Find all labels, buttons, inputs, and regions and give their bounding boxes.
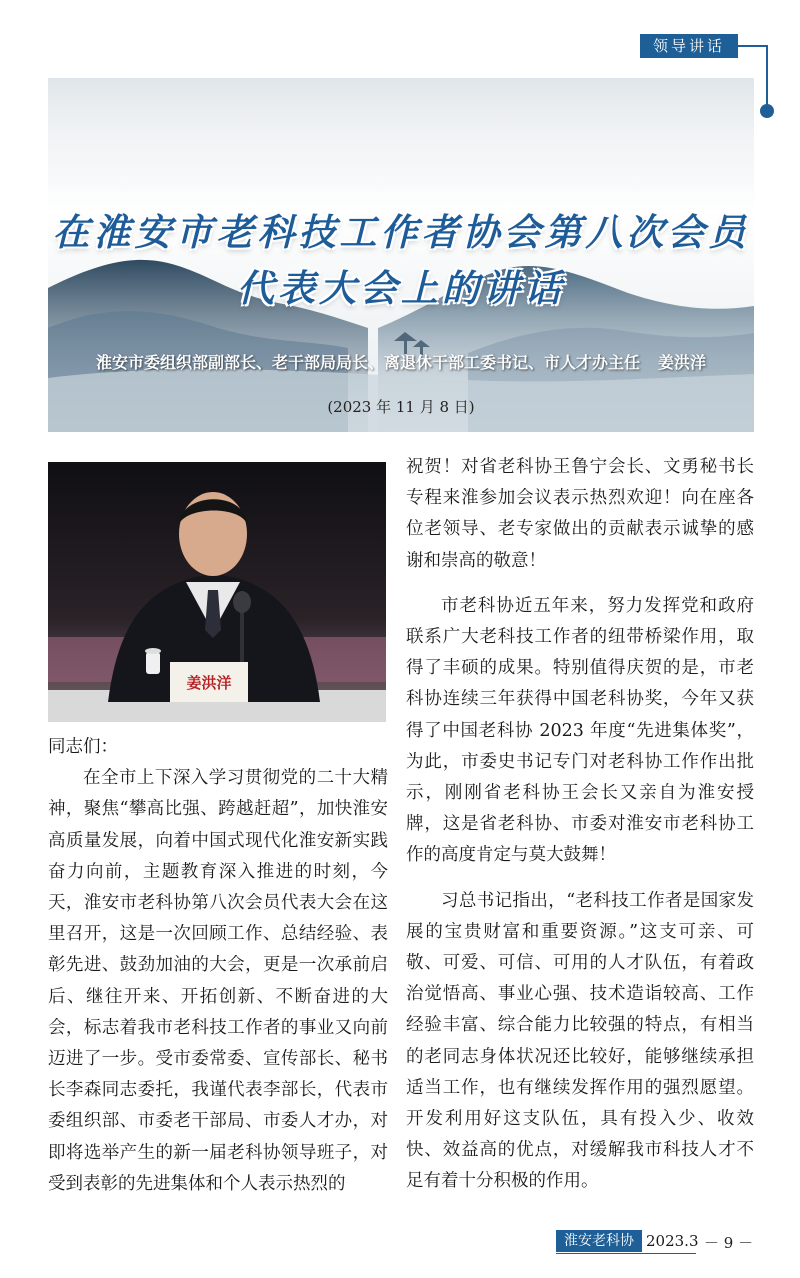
magazine-name: 淮安老科协 bbox=[556, 1230, 642, 1252]
paragraph-3: 习总书记指出，“老科技工作者是国家发展的宝贵财富和重要资源。”这支可亲、可敬、可爱、可信、可用的人才队伍，有着政治觉悟高、事业心强、技术造诣较高、工作经验丰富、综合能力比较强的特点，有相当的老同志身体状况还比较好，能够继续承担适当工作，也有继续发挥作用的强烈愿望。开发利用好这支队伍，具有投入少、收效快、效益高的优点，对缓解我市科技人才不足有着十分积极的作用。 bbox=[406, 890, 754, 1192]
article-title-line-2: 代表大会上的讲话 bbox=[237, 266, 565, 310]
article-column-left bbox=[48, 732, 388, 1200]
speaker-name: 姜洪洋 bbox=[658, 353, 707, 372]
article-title-line-1: 在淮安市老科技工作者协会第八次会员 bbox=[52, 210, 750, 254]
tag-decor-dot bbox=[760, 104, 774, 118]
footer-rule bbox=[556, 1253, 696, 1254]
tag-decor-line bbox=[738, 45, 768, 47]
issue-number: 2023.3 bbox=[646, 1232, 699, 1250]
paragraph-1: 在全市上下深入学习贯彻党的二十大精神，聚焦“攀高比强、跨越赶超”，加快淮安高质量发展，向着中国式现代化淮安新实践奋力向前，主题教育深入推进的时刻，今天，淮安市老科协第八次会员代表大会在这里召开，这是一次回顾工作、总结经验、表彰先进、鼓劲加油的大会，更是一次承前启后、继往开来、开拓创新、不断奋进的大会，标志着我市老科技工作者的事业又向前迈进了一步。受市委常委、宣传部长、秘书长李森同志委托，我谨代表李部长，代表市委组织部、市委老干部局、市委人才办，对即将选举产生的新一届老科协领导班子，对受到表彰的先进集体和个人表示热烈的 bbox=[48, 768, 388, 1194]
page-number: － 9 － bbox=[704, 1234, 754, 1252]
speaker-title: 淮安市委组织部副部长、老干部局局长、离退休干部工委书记、市人才办主任 bbox=[95, 353, 640, 372]
section-tag: 领导讲话 bbox=[640, 34, 738, 58]
article-column-right bbox=[406, 452, 754, 1198]
paragraph-2: 市老科协近五年来，努力发挥党和政府联系广大老科技工作者的纽带桥梁作用，取得了丰硕的成果。特别值得庆贺的是，市老科协连续三年获得中国老科协奖，今年又获得了中国老科协 2023 年度“先进集体奖”，为此，市委史书记专门对老科协工作作出批示，刚刚省老科协王会长又亲自为淮安授牌，这是省老科协、市委对淮安市老科协工作的高度肯定与莫大鼓舞！ bbox=[406, 595, 754, 866]
speaker-line bbox=[48, 350, 754, 373]
speech-date: (2023 年 11 月 8 日) bbox=[327, 398, 475, 416]
speaker-photo bbox=[48, 462, 386, 722]
salutation: 同志们： bbox=[48, 737, 118, 757]
paragraph-1-continued: 祝贺！对省老科协王鲁宁会长、文勇秘书长专程来淮参加会议表示热烈欢迎！向在座各位老领导、老专家做出的贡献表示诚挚的感谢和崇高的敬意！ bbox=[406, 457, 754, 571]
tag-decor-line-vertical bbox=[766, 45, 768, 107]
nameplate: 姜洪洋 bbox=[186, 674, 232, 692]
title-banner bbox=[48, 78, 754, 432]
